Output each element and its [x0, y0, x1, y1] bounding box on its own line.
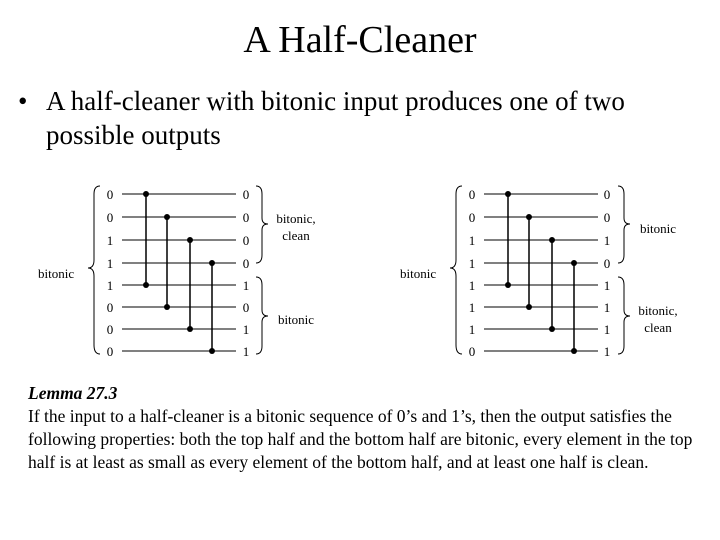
output-value: 1 [242, 344, 250, 359]
output-value: 0 [242, 300, 250, 315]
bullet-icon: • [18, 86, 28, 116]
input-values-2 [469, 187, 476, 359]
comparator-dots-1 [143, 191, 215, 354]
input-value: 1 [468, 322, 476, 337]
output-value: 1 [603, 322, 611, 337]
output-value: 1 [603, 344, 611, 359]
wires-1 [122, 194, 236, 351]
top-half-label: bitonic [639, 221, 677, 236]
comparator-dots-2 [505, 191, 577, 354]
output-value: 0 [242, 210, 250, 225]
lemma-text: If the input to a half-cleaner is a bitonic sequence of 0’s and 1’s, then the output satisfies the following properties: both the top half and the bottom half are bitonic, every element in the top half is at least as small as every element of the bottom half, and at least one half is clean. [28, 406, 693, 472]
output-value: 1 [242, 278, 250, 293]
input-value: 1 [468, 233, 476, 248]
top-half-label: bitonic, [276, 211, 316, 226]
input-value: 1 [106, 233, 114, 248]
output-values-2 [604, 187, 611, 359]
output-value: 0 [242, 187, 250, 202]
half-cleaner-diagrams [0, 180, 720, 370]
input-value: 1 [468, 256, 476, 271]
output-value: 0 [603, 256, 611, 271]
input-value: 0 [468, 344, 476, 359]
half-cleaner-diagram-2 [400, 186, 678, 359]
output-value: 0 [242, 256, 250, 271]
bottom-half-label: bitonic [277, 312, 315, 327]
input-value: 0 [106, 187, 114, 202]
input-value: 0 [106, 344, 114, 359]
input-value: 0 [106, 300, 114, 315]
input-value: 0 [468, 187, 476, 202]
input-value: 0 [468, 210, 476, 225]
bullet-text: A half-cleaner with bitonic input produces one of two possible outputs [46, 86, 625, 150]
input-value: 1 [468, 300, 476, 315]
input-value: 1 [468, 278, 476, 293]
lemma-title: Lemma 27.3 [28, 383, 118, 403]
input-value: 0 [106, 322, 114, 337]
slide-title: A Half-Cleaner [243, 19, 477, 61]
output-value: 1 [603, 300, 611, 315]
output-value: 1 [242, 322, 250, 337]
bottom-half-label: bitonic, [638, 303, 678, 318]
input-values-1 [107, 187, 114, 359]
half-cleaner-diagram-1 [38, 186, 316, 359]
output-value: 1 [603, 278, 611, 293]
output-value: 0 [603, 187, 611, 202]
output-value: 0 [603, 210, 611, 225]
input-value: 0 [106, 210, 114, 225]
output-values-1 [243, 187, 250, 359]
input-value: 1 [106, 278, 114, 293]
top-half-label: clean [282, 228, 310, 243]
input-label: bitonic [400, 266, 437, 281]
comparators-2 [508, 194, 574, 351]
output-value: 1 [603, 233, 611, 248]
input-label: bitonic [38, 266, 75, 281]
output-value: 0 [242, 233, 250, 248]
input-value: 1 [106, 256, 114, 271]
bottom-half-label: clean [644, 320, 672, 335]
lemma-block [28, 382, 698, 474]
comparators-1 [146, 194, 212, 351]
wires-2 [484, 194, 598, 351]
